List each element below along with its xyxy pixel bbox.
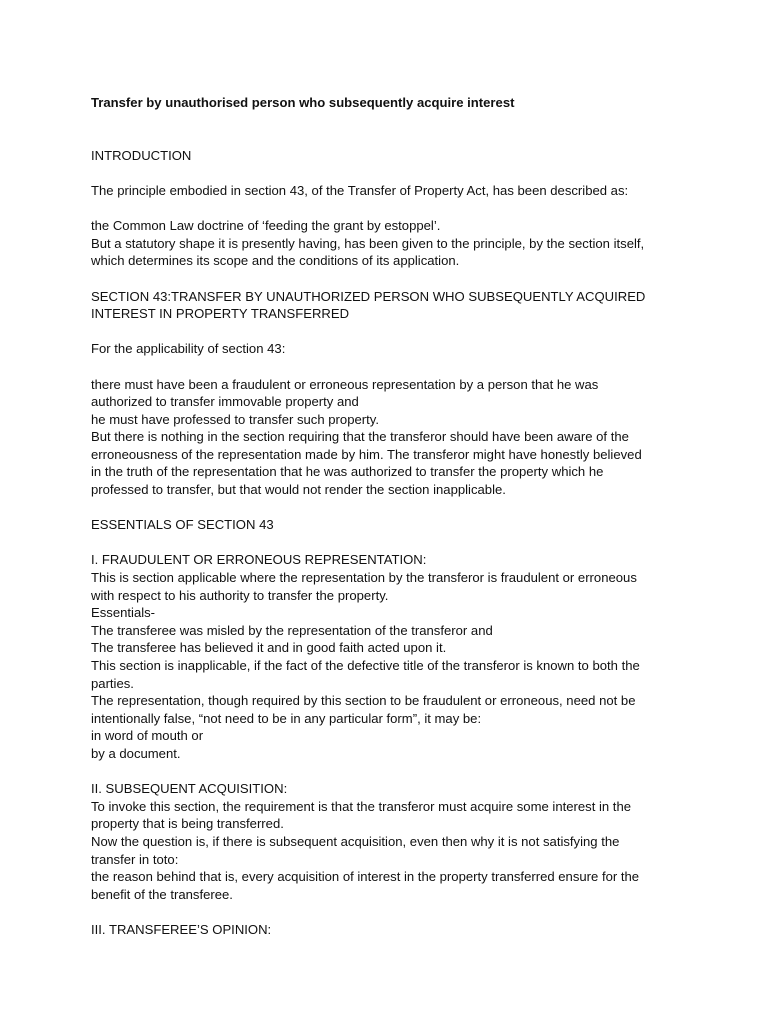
text-line: which determines its scope and the conditions of its application.	[91, 253, 460, 269]
text-line: The representation, though required by this section to be fraudulent or erroneous, need not be	[91, 693, 636, 709]
essentials-heading	[91, 516, 691, 534]
principle-paragraph	[91, 182, 691, 200]
fraudulent-section	[91, 551, 691, 762]
text-line: there must have been a fraudulent or erroneous representation by a person that he was	[91, 376, 599, 392]
spacer	[91, 270, 691, 288]
spacer	[91, 323, 691, 341]
spacer	[91, 499, 691, 517]
representation-paragraph	[91, 376, 691, 499]
text-line: I. FRAUDULENT OR ERRONEOUS REPRESENTATION:	[91, 552, 427, 568]
text-line: with respect to his authority to transfer the property.	[91, 587, 389, 603]
text-line: For the applicability of section 43:	[91, 341, 286, 357]
introduction-heading	[91, 147, 691, 165]
text-line: Now the question is, if there is subsequent acquisition, even then why it is not satisfying the	[91, 833, 620, 849]
spacer	[91, 164, 691, 182]
text-line: in the truth of the representation that he was authorized to transfer the property which he	[91, 464, 604, 480]
text-line: To invoke this section, the requirement is that the transferor must acquire some interest in the	[91, 798, 632, 814]
text-line: SECTION 43:TRANSFER BY UNAUTHORIZED PERSON WHO SUBSEQUENTLY ACQUIRED	[91, 288, 646, 304]
text-line: The transferee has believed it and in good faith acted upon it.	[91, 640, 447, 656]
text-line: property that is being transferred.	[91, 816, 284, 832]
spacer	[91, 112, 691, 130]
document-page	[91, 94, 691, 939]
text-line: parties.	[91, 675, 134, 691]
spacer	[91, 129, 691, 147]
spacer	[91, 200, 691, 218]
section-43-heading	[91, 288, 691, 323]
text-line: II. SUBSEQUENT ACQUISITION:	[91, 781, 288, 797]
text-line: This is section applicable where the representation by the transferor is fraudulent or erroneous	[91, 570, 637, 586]
text-line: he must have professed to transfer such property.	[91, 411, 379, 427]
text-line: professed to transfer, but that would not render the section inapplicable.	[91, 482, 506, 498]
transferee-opinion-heading	[91, 921, 691, 939]
text-line: The principle embodied in section 43, of the Transfer of Property Act, has been described as:	[91, 182, 629, 198]
spacer	[91, 763, 691, 781]
text-line: in word of mouth or	[91, 728, 204, 744]
text-line: by a document.	[91, 745, 181, 761]
text-line: erroneousness of the representation made by him. The transferor might have honestly believed	[91, 446, 642, 462]
text-line: the Common Law doctrine of ‘feeding the grant by estoppel’.	[91, 218, 441, 234]
text-line: INTEREST IN PROPERTY TRANSFERRED	[91, 306, 350, 322]
text-line: the reason behind that is, every acquisition of interest in the property transferred ensure for the	[91, 869, 640, 885]
subsequent-acquisition-section	[91, 780, 691, 903]
text-line: The transferee was misled by the representation of the transferor and	[91, 622, 493, 638]
spacer	[91, 358, 691, 376]
doctrine-paragraph	[91, 217, 691, 270]
text-line: But a statutory shape it is presently having, has been given to the principle, by the section itself,	[91, 235, 645, 251]
text-line: Essentials-	[91, 605, 156, 621]
text-line: III. TRANSFEREE’S OPINION:	[91, 921, 272, 937]
text-line: intentionally false, “not need to be in any particular form”, it may be:	[91, 710, 482, 726]
spacer	[91, 534, 691, 552]
document-body	[91, 147, 691, 939]
text-line: transfer in toto:	[91, 851, 179, 867]
document-title: Transfer by unauthorised person who subsequently acquire interest	[91, 95, 515, 110]
spacer	[91, 903, 691, 921]
text-line: ESSENTIALS OF SECTION 43	[91, 517, 274, 533]
applicability-paragraph	[91, 340, 691, 358]
text-line: authorized to transfer immovable property and	[91, 394, 359, 410]
text-line: INTRODUCTION	[91, 147, 192, 163]
text-line: This section is inapplicable, if the fact of the defective title of the transferor is known to both the	[91, 658, 640, 673]
text-line: But there is nothing in the section requiring that the transferor should have been aware of the	[91, 429, 629, 445]
text-line: benefit of the transferee.	[91, 886, 233, 902]
